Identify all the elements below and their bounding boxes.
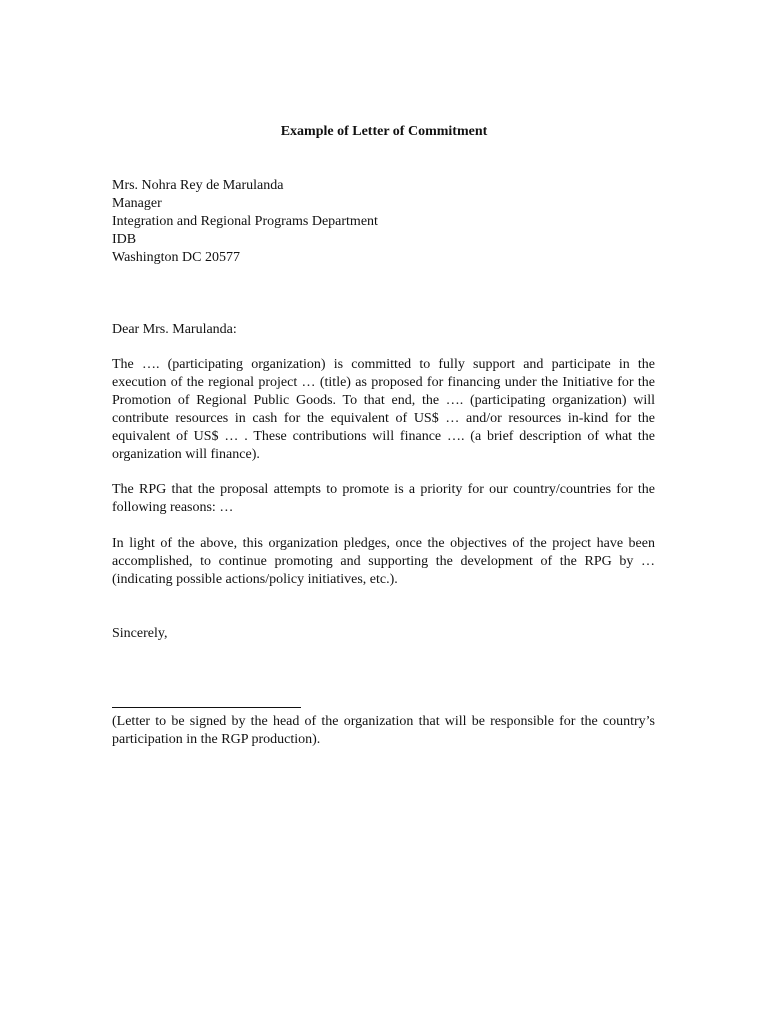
recipient-organization: IDB bbox=[112, 232, 137, 247]
closing: Sincerely, bbox=[112, 626, 168, 641]
priority-paragraph: The RPG that the proposal attempts to promote is a priority for our country/countries for the following reasons: … bbox=[112, 482, 655, 515]
commitment-paragraph: The …. (participating organization) is committed to fully support and participate in the execution of the regional project … (title) as proposed for financing under the Initiative for the Promotion of Regional Public Goods. To that end, the …. (participating organization) will contribute resources in cash for the equivalent of US$ … and/or resources in-kind for the equivalent of US$ … . These contributions will finance …. (a brief description of what the organization will finance). bbox=[112, 357, 655, 462]
recipient-department: Integration and Regional Programs Department bbox=[112, 214, 378, 229]
recipient-address bbox=[112, 177, 655, 267]
signature-line bbox=[112, 707, 301, 708]
recipient-name: Mrs. Nohra Rey de Marulanda bbox=[112, 178, 284, 193]
recipient-position: Manager bbox=[112, 196, 162, 211]
document-title: Example of Letter of Commitment bbox=[280, 124, 488, 139]
signature-note: (Letter to be signed by the head of the organization that will be responsible for the country’s participation in the RGP production). bbox=[112, 714, 655, 747]
salutation: Dear Mrs. Marulanda: bbox=[112, 322, 237, 337]
recipient-city: Washington DC 20577 bbox=[112, 250, 240, 265]
pledge-paragraph: In light of the above, this organization pledges, once the objectives of the project have been accomplished, to continue promoting and supporting the development of the RPG by … (indicating possible actions/policy initiatives, etc.). bbox=[112, 536, 655, 587]
